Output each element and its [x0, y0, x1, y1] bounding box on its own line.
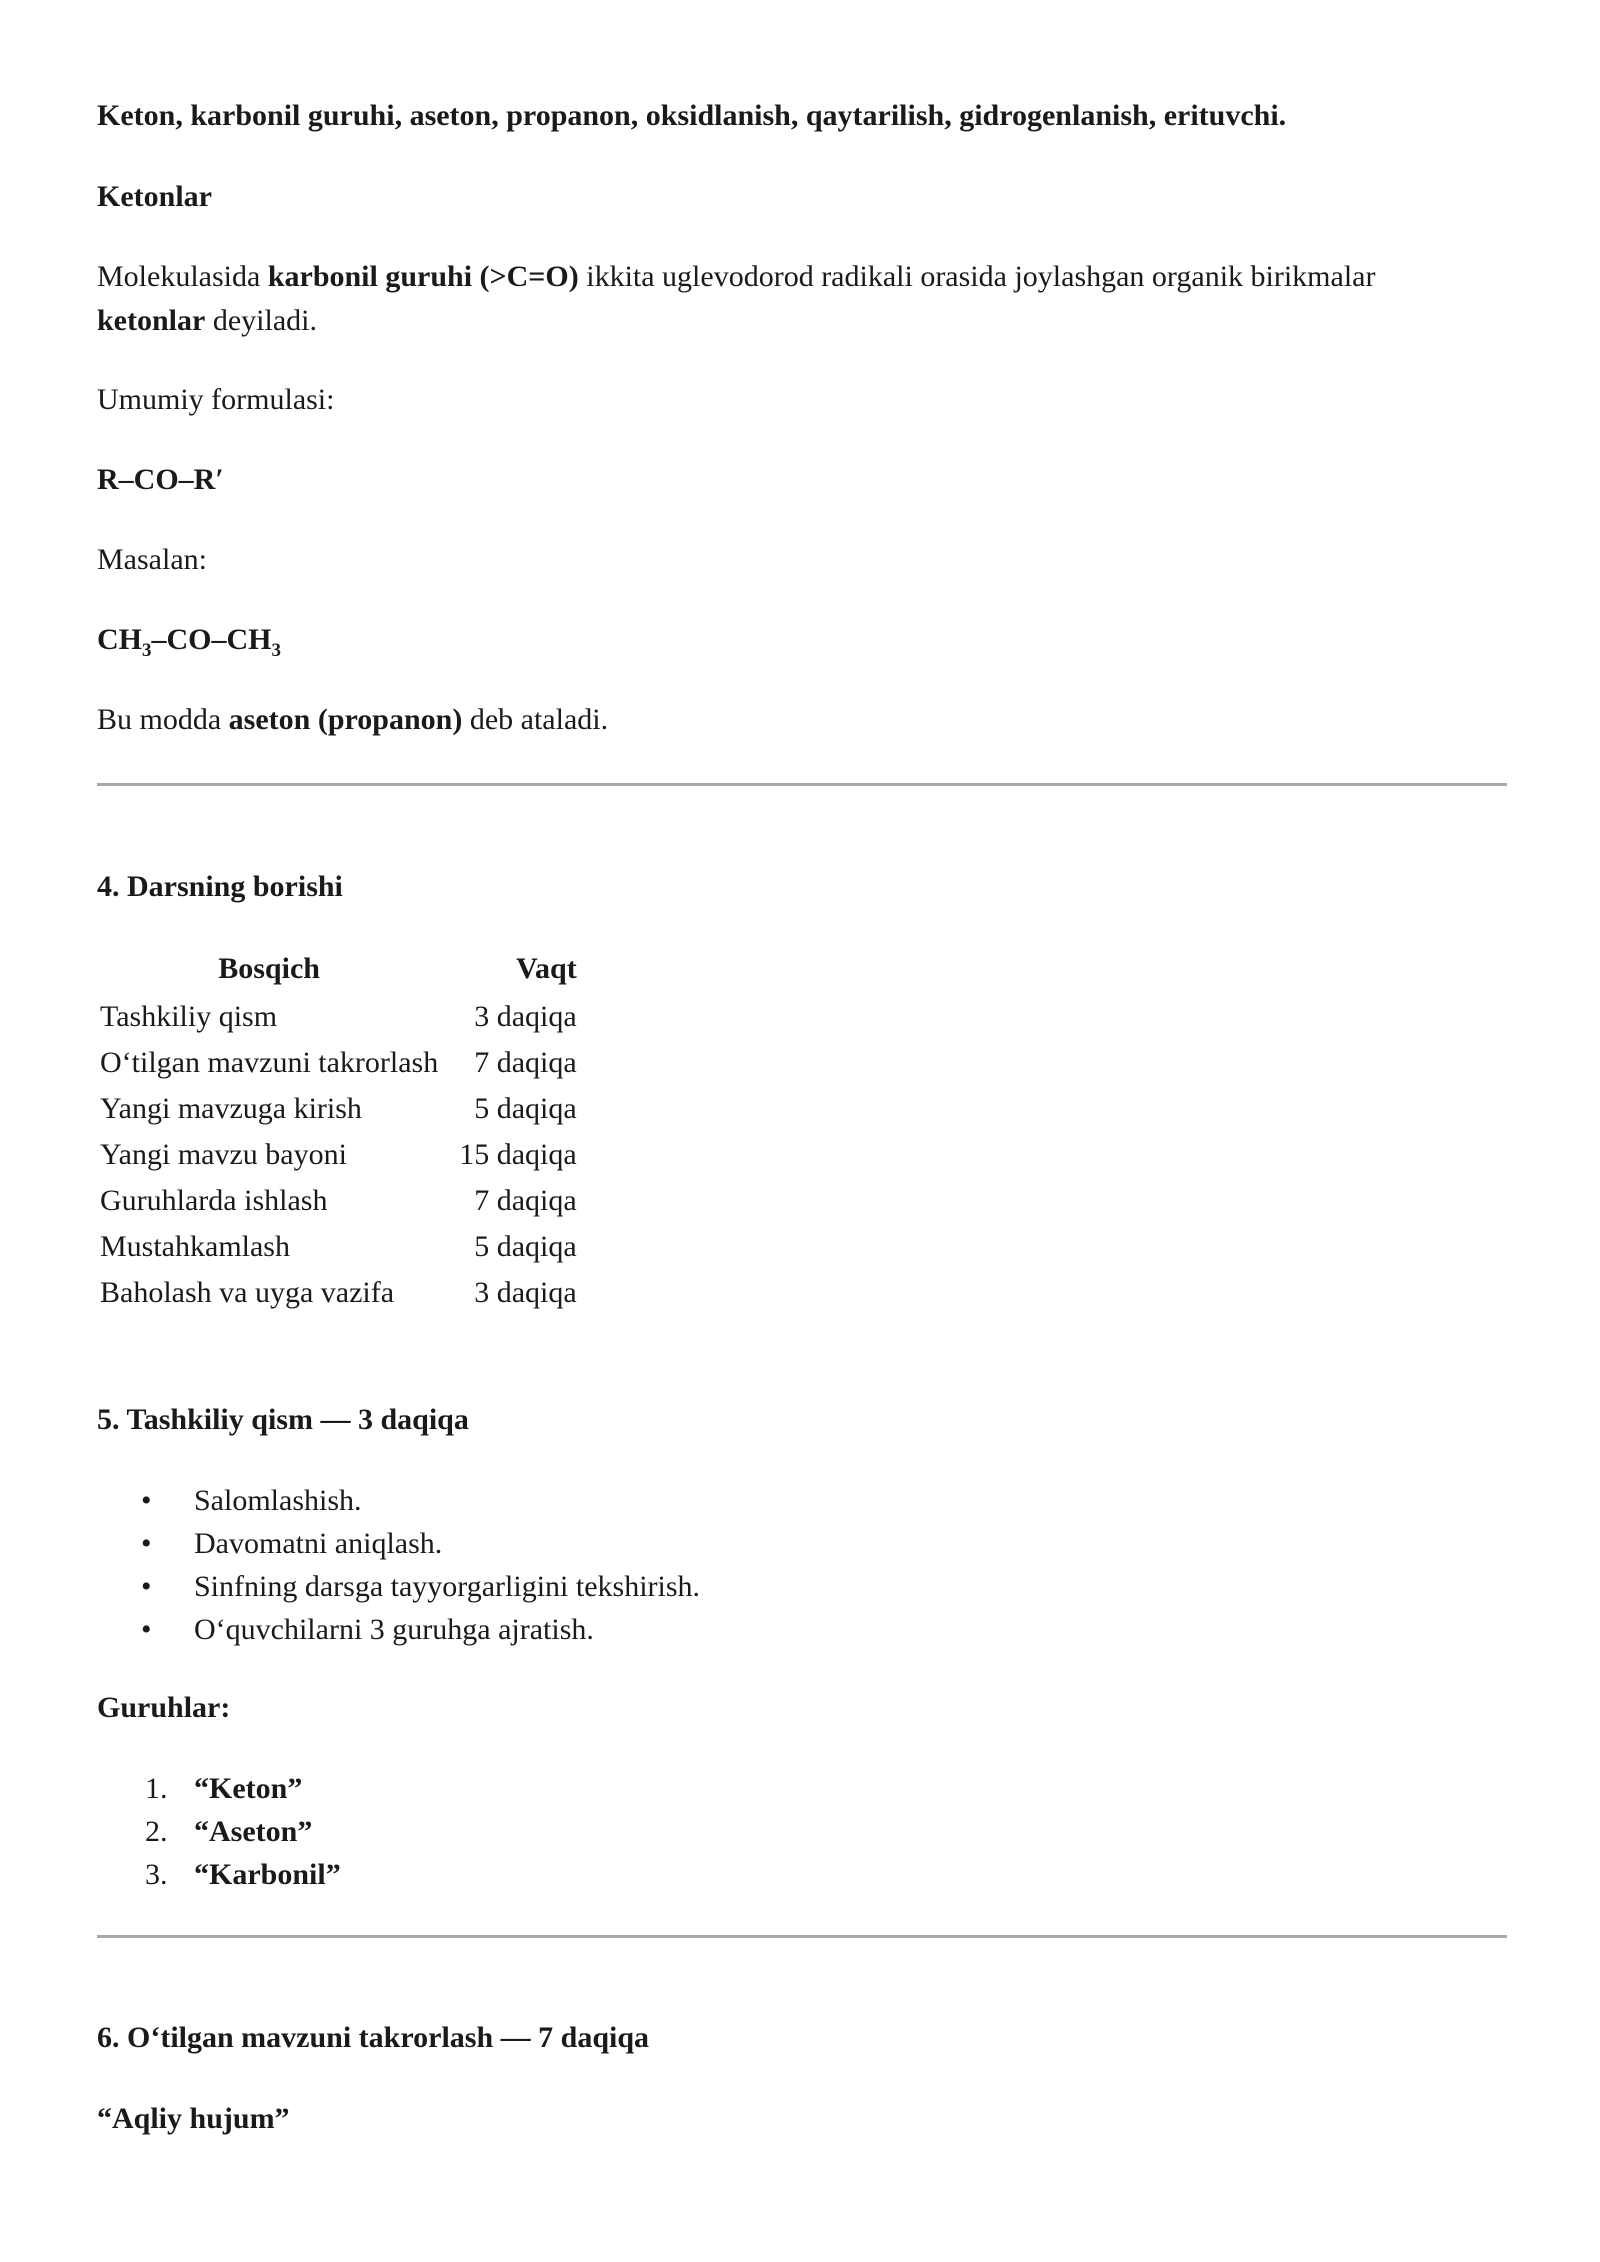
heading-section-5: 5. Tashkiliy qism — 3 daqiqa	[97, 1403, 469, 1436]
column-header-stage: Bosqich	[218, 952, 320, 985]
list-item-text: Sinfning darsga tayyorgarligini tekshirish.	[194, 1570, 701, 1603]
table-row	[97, 1086, 580, 1132]
list-item	[97, 1479, 700, 1522]
definition-paragraph: Molekulasida karbonil guruhi (>C=O) ikkita uglevodorod radikali orasida joylashgan organik birikmalar ketonlar deyiladi.	[97, 260, 1376, 337]
time-cell: 15 daqiqa	[459, 1138, 577, 1171]
time-cell: 7 daqiqa	[474, 1184, 577, 1217]
bullet-icon: •	[141, 1527, 152, 1560]
table-row	[97, 1178, 580, 1224]
table-row	[97, 1132, 580, 1178]
stage-cell: Yangi mavzu bayoni	[100, 1138, 347, 1171]
list-number: 1.	[145, 1772, 168, 1805]
table-row	[97, 994, 580, 1040]
brainstorm-subheading: “Aqliy hujum”	[97, 2102, 290, 2135]
divider	[97, 783, 1507, 786]
stage-cell: Mustahkamlash	[100, 1230, 290, 1263]
stage-cell: Baholash va uyga vazifa	[100, 1276, 395, 1309]
heading-ketonlar: Ketonlar	[97, 180, 212, 213]
organizational-bullet-list	[97, 1479, 700, 1651]
divider	[97, 1935, 1507, 1938]
column-header-time: Vaqt	[516, 952, 577, 985]
keywords-line: Keton, karbonil guruhi, aseton, propanon, oksidlanish, qaytarilish, gidrogenlanish, erituvchi.	[97, 99, 1287, 132]
table-row	[97, 1224, 580, 1270]
table-row	[97, 1270, 580, 1316]
list-number: 2.	[145, 1815, 168, 1848]
table-row	[97, 1040, 580, 1086]
time-cell: 7 daqiqa	[474, 1046, 577, 1079]
heading-section-6: 6. O‘tilgan mavzuni takrorlash — 7 daqiqa	[97, 2021, 650, 2054]
groups-numbered-list	[97, 1767, 341, 1896]
group-name: “Karbonil”	[194, 1858, 341, 1891]
example-label: Masalan:	[97, 543, 207, 576]
substance-name-line: Bu modda aseton (propanon) deb ataladi.	[97, 703, 609, 736]
group-name: “Keton”	[194, 1772, 303, 1805]
list-item-text: Salomlashish.	[194, 1484, 362, 1517]
group-name: “Aseton”	[194, 1815, 313, 1848]
list-item	[97, 1767, 341, 1810]
list-item	[97, 1810, 341, 1853]
list-item-text: Davomatni aniqlash.	[194, 1527, 443, 1560]
list-item	[97, 1853, 341, 1896]
bullet-icon: •	[141, 1570, 152, 1603]
list-item	[97, 1522, 700, 1565]
stage-cell: Tashkiliy qism	[100, 1000, 278, 1033]
groups-label: Guruhlar:	[97, 1691, 231, 1724]
stage-cell: Yangi mavzuga kirish	[100, 1092, 362, 1125]
bullet-icon: •	[141, 1484, 152, 1517]
time-cell: 5 daqiqa	[474, 1230, 577, 1263]
example-formula: $CH_3-CO-CH_3$	[97, 623, 281, 661]
stage-cell: O‘tilgan mavzuni takrorlash	[100, 1046, 439, 1079]
list-number: 3.	[145, 1858, 168, 1891]
list-item-text: O‘quvchilarni 3 guruhga ajratish.	[194, 1613, 594, 1646]
list-item	[97, 1565, 700, 1608]
time-cell: 5 daqiqa	[474, 1092, 577, 1125]
bullet-icon: •	[141, 1613, 152, 1646]
heading-section-4: 4. Darsning borishi	[97, 870, 343, 903]
list-item	[97, 1608, 700, 1651]
stage-cell: Guruhlarda ishlash	[100, 1184, 328, 1217]
formula-label: Umumiy formulasi:	[97, 383, 335, 416]
time-cell: 3 daqiqa	[474, 1000, 577, 1033]
schedule-table	[97, 944, 580, 1316]
general-formula: R–CO–R′	[97, 463, 224, 496]
table-header-row	[97, 944, 580, 994]
time-cell: 3 daqiqa	[474, 1276, 577, 1309]
